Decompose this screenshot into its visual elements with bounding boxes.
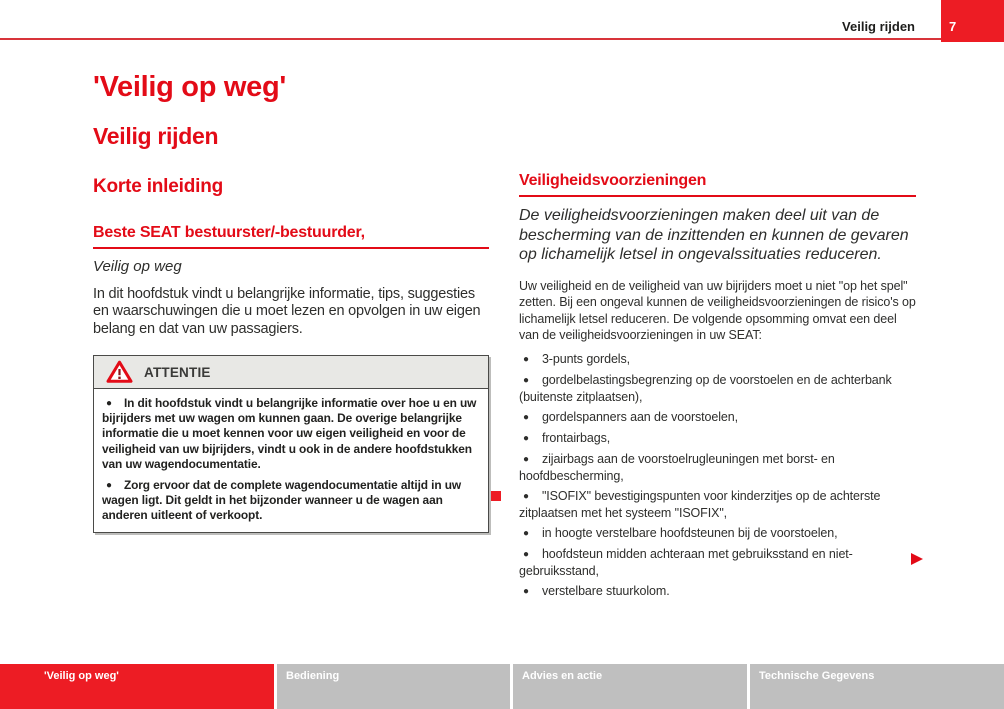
bullet-icon: ●: [523, 453, 529, 465]
article-lead: Veilig op weg: [93, 257, 182, 275]
continue-arrow-icon: [911, 553, 923, 565]
bullet-icon: ●: [523, 548, 529, 560]
article-lead: De veiligheidsvoorzieningen maken deel uit van de bescherming van de inzittenden en kunnen de gevaren op lichamelijk letsel in ongevalssituaties reduceren.: [519, 207, 909, 263]
bullet-icon: ●: [523, 585, 529, 597]
page-header-title: Veilig rijden: [842, 19, 915, 34]
warning-item: [102, 478, 479, 524]
section-end-marker: [491, 491, 501, 501]
left-column: [93, 72, 489, 533]
list-item-text: verstelbare stuurkolom.: [541, 583, 670, 598]
list-item-text: frontairbags,: [541, 430, 611, 445]
article-title: Beste SEAT bestuurster/-bestuurder,: [93, 224, 489, 249]
article-title: Veiligheidsvoorzieningen: [519, 172, 916, 197]
warning-box-body: [94, 389, 488, 532]
list-item: [519, 351, 916, 368]
footer-tab-technische-gegevens[interactable]: Technische Gegevens: [750, 664, 1004, 709]
bullet-icon: ●: [106, 480, 112, 492]
bullet-icon: ●: [523, 527, 529, 539]
list-item: [519, 546, 916, 579]
warning-box-header: [94, 356, 488, 389]
list-item: [519, 488, 916, 521]
subsection-heading: Korte inleiding: [93, 175, 224, 197]
list-item-text: hoofdsteun midden achteraan met gebruiksstand en niet-gebruiksstand,: [519, 546, 853, 578]
warning-box: [93, 355, 489, 533]
list-item-text: gordelspanners aan de voorstoelen,: [541, 409, 738, 424]
list-item: [519, 583, 916, 600]
footer-tab-bediening[interactable]: Bediening: [277, 664, 510, 709]
list-item: [519, 430, 916, 447]
bullet-icon: ●: [523, 411, 529, 423]
warning-triangle-icon: [106, 360, 133, 384]
list-item: [519, 372, 916, 405]
body-paragraph: Uw veiligheid en de veiligheid van uw bijrijders moet u niet "op het spel" zetten. Bij een ongeval kunnen de veiligheidsvoorzieningen de risico's op lichamelijk letsel reduceren. De volgende opsomming omvat een deel van de veiligheidsvoorzieningen in uw SEAT:: [519, 278, 916, 342]
list-item-text: zijairbags aan de voorstoelrugleuningen met borst- en hoofdbescherming,: [519, 451, 835, 483]
list-item-text: gordelbelastingsbegrenzing op de voorstoelen en de achterbank (buitenste zitplaatsen),: [519, 372, 892, 404]
bullet-icon: ●: [523, 432, 529, 444]
list-item: [519, 525, 916, 542]
list-item: [519, 451, 916, 484]
warning-item-text: In dit hoofdstuk vindt u belangrijke informatie over hoe u en uw bijrijders met uw wagen om kunnen gaan. De overige belangrijke informatie die u moet kennen voor uw eigen veiligheid en voor de veiligheid van uw bijrijders, vindt u ook in de andere hoofdstukken van uw wagendocumentatie.: [102, 396, 477, 471]
bullet-icon: ●: [523, 353, 529, 365]
bullet-icon: ●: [106, 398, 112, 409]
section-heading: Veilig rijden: [93, 123, 219, 150]
right-column: [519, 172, 916, 604]
warning-item: [102, 396, 479, 472]
chapter-title: 'Veilig op weg': [93, 71, 286, 103]
header-rule: [0, 38, 1004, 40]
footer-tab-veilig-op-weg[interactable]: 'Veilig op weg': [0, 664, 274, 709]
list-item: [519, 409, 916, 426]
footer-nav: [0, 664, 1004, 709]
warning-item-text: Zorg ervoor dat de complete wagendocumentatie altijd in uw wagen ligt. Dit geldt in het bijzonder wanneer u de wagen aan anderen uitleent of verkoopt.: [102, 478, 462, 523]
list-item-text: 3-punts gordels,: [541, 351, 630, 366]
bullet-icon: ●: [523, 374, 529, 386]
footer-tab-advies-en-actie[interactable]: Advies en actie: [513, 664, 747, 709]
list-item-text: in hoogte verstelbare hoofdsteunen bij de voorstoelen,: [541, 525, 838, 540]
warning-box-title: ATTENTIE: [144, 364, 211, 380]
page-number-badge: 7: [941, 0, 1004, 42]
intro-paragraph: In dit hoofdstuk vindt u belangrijke informatie, tips, suggesties en waarschuwingen die u moet lezen en opvolgen in uw eigen belang en dat van uw passagiers.: [93, 285, 481, 337]
bullet-icon: ●: [523, 490, 529, 502]
list-item-text: "ISOFIX" bevestigingspunten voor kinderzitjes op de achterste zitplaatsen met het systeem "ISOFIX",: [519, 488, 881, 520]
